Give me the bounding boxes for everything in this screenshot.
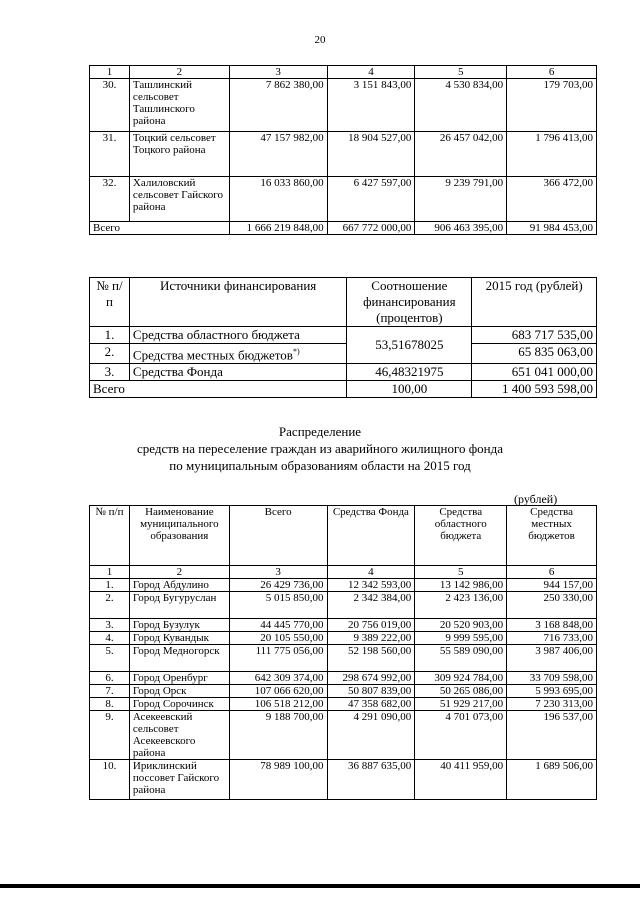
amount-value: 651 041 000,00 [472,364,597,381]
col-num: 6 [507,566,597,579]
total-value: 78 989 100,00 [229,760,327,800]
municipality-name: Город Медногорск [129,645,229,672]
table-row [90,579,597,592]
ratio-value: 100,00 [347,381,472,398]
col-num: 5 [415,566,507,579]
row-number: 31. [90,132,130,177]
header-row [90,278,597,327]
local-value: 33 709 598,00 [507,672,597,685]
local-value: 3 168 848,00 [507,619,597,632]
col-num: 2 [129,566,229,579]
total-value: 47 157 982,00 [229,132,327,177]
municipality-name: Город Бугуруслан [129,592,229,619]
regional-value: 9 999 595,00 [415,632,507,645]
row-number: 3. [90,364,130,381]
total-value: 16 033 860,00 [229,177,327,222]
distribution-title-line2: средств на переселение граждан из аварийного жилищного фонда [136,441,504,456]
municipality-name: Город Оренбург [129,672,229,685]
fund-value: 12 342 593,00 [327,579,415,592]
municipality-name: Ташлинский сельсовет Ташлинского района [129,79,229,132]
column-number-row [90,566,597,579]
num-header: № п/п [90,506,130,566]
regional-value: 13 142 986,00 [415,579,507,592]
fund-value: 667 772 000,00 [327,222,415,235]
row-number: 8. [90,698,130,711]
total-value: 7 862 380,00 [229,79,327,132]
row-number: 3. [90,619,130,632]
col-num: 4 [327,566,415,579]
fund-value: 6 427 597,00 [327,177,415,222]
total-value: 20 105 550,00 [229,632,327,645]
local-value: 1 796 413,00 [507,132,597,177]
table-row [90,79,597,132]
ratio-value: 46,48321975 [347,364,472,381]
regional-value: 55 589 090,00 [415,645,507,672]
table-row [90,685,597,698]
fund-value: 2 342 384,00 [327,592,415,619]
col-num: 3 [229,66,327,79]
total-row [90,381,597,398]
table-row [90,364,597,381]
row-number: 30. [90,79,130,132]
regional-value: 50 265 086,00 [415,685,507,698]
name-header: Наименование муниципального образования [129,506,229,566]
row-number: 1. [90,579,130,592]
table-row [90,645,597,672]
municipality-name: Город Бузулук [129,619,229,632]
amount-value: 683 717 535,00 [472,327,597,344]
col-num: 4 [327,66,415,79]
table-row [90,177,597,222]
table-row [90,672,597,685]
fund-value: 50 807 839,00 [327,685,415,698]
total-value: 1 666 219 848,00 [229,222,327,235]
total-value: 44 445 770,00 [229,619,327,632]
col-num: 6 [507,66,597,79]
total-value: 5 015 850,00 [229,592,327,619]
fund-header: Средства Фонда [327,506,415,566]
fund-value: 298 674 992,00 [327,672,415,685]
municipality-name: Асекеевский сельсовет Асекеевского района [129,711,229,760]
row-number: 4. [90,632,130,645]
local-header: Средства местных бюджетов [507,506,597,566]
page-number: 20 [314,34,326,46]
municipality-name: Город Абдулино [129,579,229,592]
funding-sources-table [89,277,597,398]
table-row [90,132,597,177]
fund-value: 3 151 843,00 [327,79,415,132]
row-number: 1. [90,327,130,344]
distribution-title-line1: Распределение [278,424,362,439]
regional-value: 40 411 959,00 [415,760,507,800]
table-row [90,760,597,800]
regional-value: 26 457 042,00 [415,132,507,177]
ratio-header: Соотношение финансирования (процентов) [347,278,472,327]
municipality-name: Халиловский сельсовет Гайского района [129,177,229,222]
units-label: (рублей) [514,492,558,506]
regional-value: 20 520 903,00 [415,619,507,632]
fund-value: 18 904 527,00 [327,132,415,177]
total-label: Всего [90,222,230,235]
source-header: Источники финансирования [129,278,346,327]
source-name [129,344,346,364]
source-name: Средства Фонда [129,364,346,381]
table-row [90,698,597,711]
regional-value: 4 530 834,00 [415,79,507,132]
local-value: 366 472,00 [507,177,597,222]
amount-value: 65 835 063,00 [472,344,597,364]
local-value: 7 230 313,00 [507,698,597,711]
regional-value: 51 929 217,00 [415,698,507,711]
merged-ratio-value: 53,51678025 [347,327,472,364]
regional-value: 4 701 073,00 [415,711,507,760]
regional-value: 9 239 791,00 [415,177,507,222]
amount-value: 1 400 593 598,00 [472,381,597,398]
table-row [90,344,597,364]
distribution-table [89,505,597,800]
total-header: Всего [229,506,327,566]
local-value: 944 157,00 [507,579,597,592]
row-number: 32. [90,177,130,222]
municipality-name: Город Орск [129,685,229,698]
municipality-name: Город Кувандык [129,632,229,645]
source-name-text: Средства местных бюджетов [132,347,293,363]
table-row [90,619,597,632]
municipal-table-continued [89,65,597,235]
row-number: 7. [90,685,130,698]
municipality-name: Тоцкий сельсовет Тоцкого района [129,132,229,177]
total-value: 106 518 212,00 [229,698,327,711]
footnote-marker: *) [292,347,300,356]
fund-value: 47 358 682,00 [327,698,415,711]
col-num: 1 [90,566,130,579]
row-number: 2. [90,344,130,364]
total-value: 107 066 620,00 [229,685,327,698]
row-number: 9. [90,711,130,760]
total-value: 642 309 374,00 [229,672,327,685]
local-value: 250 330,00 [507,592,597,619]
municipality-name: Ириклинский поссовет Гайского района [129,760,229,800]
fund-value: 52 198 560,00 [327,645,415,672]
total-value: 9 188 700,00 [229,711,327,760]
header-row [90,506,597,566]
fund-value: 4 291 090,00 [327,711,415,760]
regional-header: Средства областного бюджета [415,506,507,566]
col-num: 5 [415,66,507,79]
fund-value: 36 887 635,00 [327,760,415,800]
bottom-rule [0,884,640,888]
col-num: 2 [129,66,229,79]
row-number: 6. [90,672,130,685]
total-value: 26 429 736,00 [229,579,327,592]
column-number-row [90,66,597,79]
table-row [90,711,597,760]
regional-value: 906 463 395,00 [415,222,507,235]
local-value: 1 689 506,00 [507,760,597,800]
row-number: 5. [90,645,130,672]
regional-value: 2 423 136,00 [415,592,507,619]
col-num: 3 [229,566,327,579]
distribution-title-line3: по муниципальным образованиям области на 2015 год [169,458,471,473]
fund-value: 9 389 222,00 [327,632,415,645]
regional-value: 309 924 784,00 [415,672,507,685]
local-value: 179 703,00 [507,79,597,132]
total-label: Всего [90,381,347,398]
table-row [90,592,597,619]
num-header: № п/п [90,278,130,327]
fund-value: 20 756 019,00 [327,619,415,632]
total-row [90,222,597,235]
municipality-name: Город Сорочинск [129,698,229,711]
table-row [90,632,597,645]
table-row [90,327,597,344]
total-value: 111 775 056,00 [229,645,327,672]
row-number: 2. [90,592,130,619]
local-value: 3 987 406,00 [507,645,597,672]
local-value: 716 733,00 [507,632,597,645]
row-number: 10. [90,760,130,800]
local-value: 5 993 695,00 [507,685,597,698]
col-num: 1 [90,66,130,79]
local-value: 91 984 453,00 [507,222,597,235]
year-header: 2015 год (рублей) [472,278,597,327]
local-value: 196 537,00 [507,711,597,760]
source-name: Средства областного бюджета [129,327,346,344]
